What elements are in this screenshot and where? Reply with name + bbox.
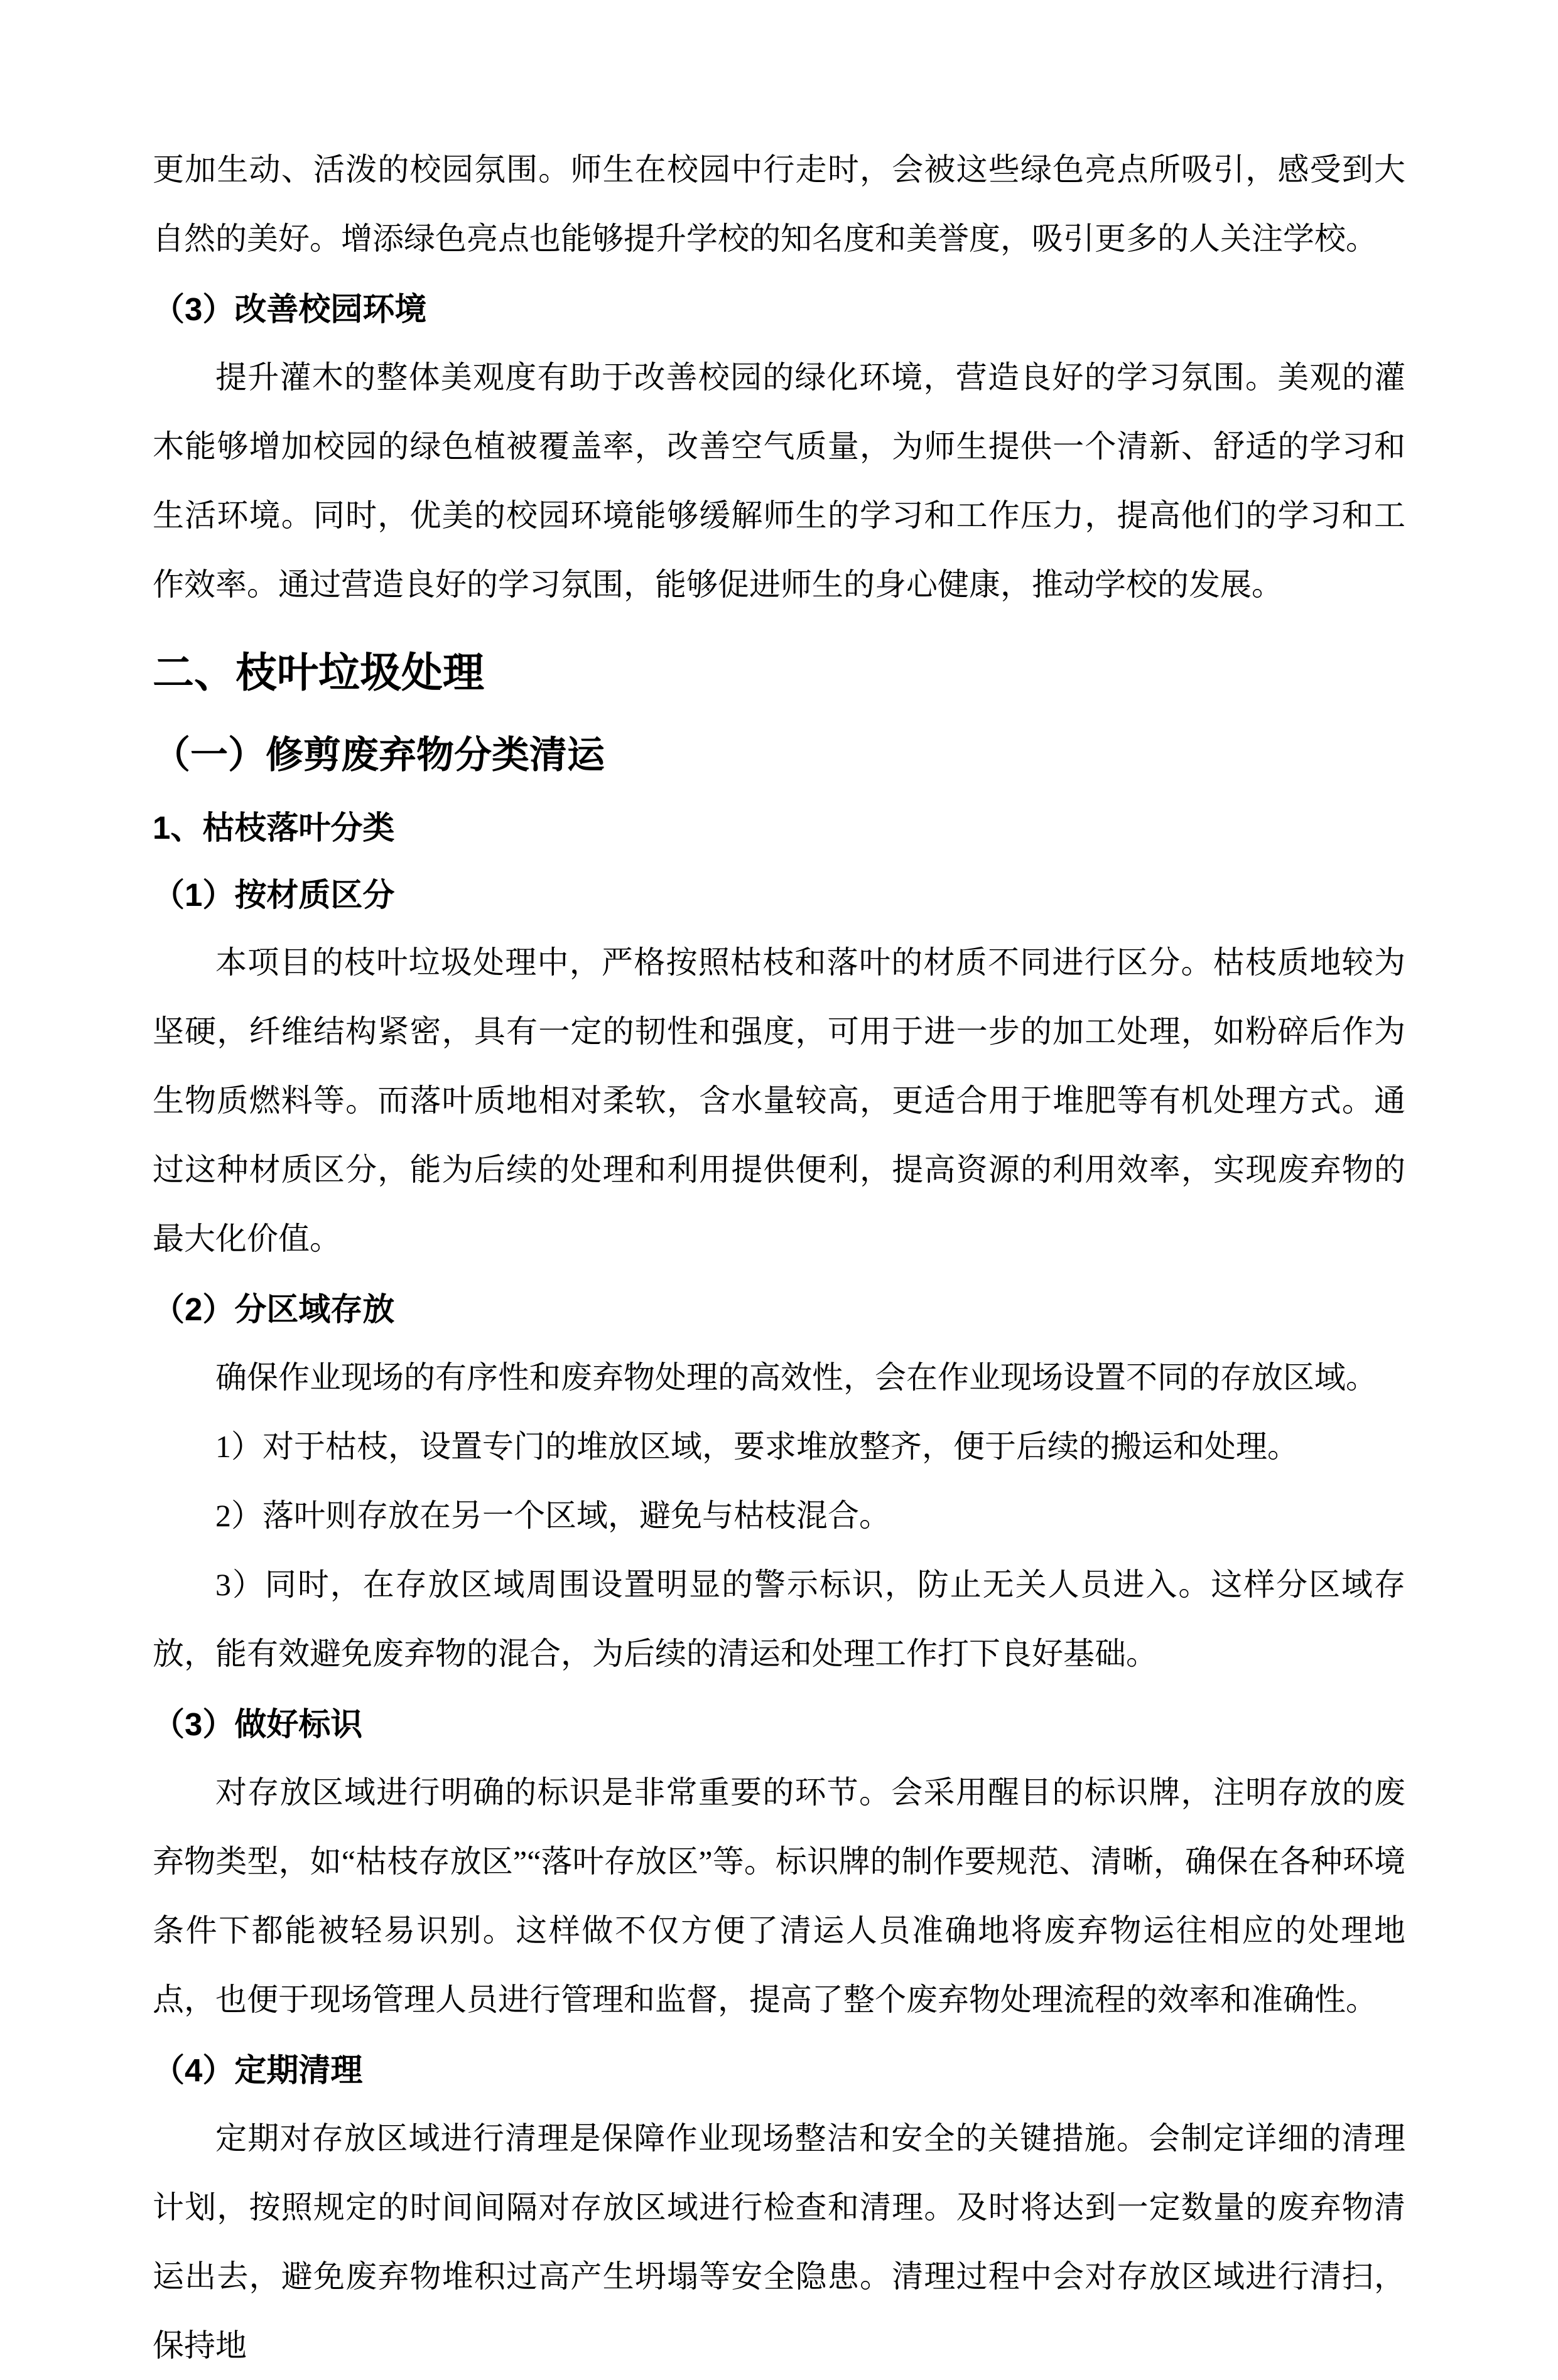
heading-zoned-storage: （2）分区域存放 [153,1291,395,1328]
paragraph-zoned-storage-intro: 确保作业现场的有序性和废弃物处理的高效性，会在作业现场设置不同的存放区域。 [215,1360,1377,1396]
heading-pruning-waste-sorting-transport: （一）修剪废弃物分类清运 [153,733,605,776]
heading-distinguish-by-material: （1）按材质区分 [153,876,395,913]
list-item-leaf-zone: 2）落叶则存放在另一个区域，避免与枯枝混合。 [215,1498,890,1534]
heading-proper-labeling: （3）做好标识 [153,1706,363,1743]
list-item-deadwood-zone: 1）对于枯枝，设置专门的堆放区域，要求堆放整齐，便于后续的搬运和处理。 [215,1429,1299,1465]
heading-improve-campus-environment: （3）改善校园环境 [153,291,427,327]
paragraph-proper-labeling: 对存放区域进行明确的标识是非常重要的环节。会采用醒目的标识牌，注明存放的废弃物类型，如“枯枝存放区”“落叶存放区”等。标识牌的制作要规范、清晰，确保在各种环境条件下都能被轻易识别。这样做不仅方便了清运人员准确地将废弃物运往相应的处理地点，也便于现场管理人员进行管理和监督，提高了整个废弃物处理流程的效率和准确性。 [153,1775,1405,2018]
paragraph-continuation: 更加生动、活泼的校园氛围。师生在校园中行走时，会被这些绿色亮点所吸引，感受到大自然的美好。增添绿色亮点也能够提升学校的知名度和美誉度，吸引更多的人关注学校。 [153,152,1405,256]
heading-deadwood-fallen-leaf-classification: 1、枯枝落叶分类 [153,809,395,846]
heading-regular-cleanup: （4）定期清理 [153,2052,363,2089]
paragraph-distinguish-by-material: 本项目的枝叶垃圾处理中，严格按照枯枝和落叶的材质不同进行区分。枯枝质地较为坚硬，纤维结构紧密，具有一定的韧性和强度，可用于进一步的加工处理，如粉碎后作为生物质燃料等。而落叶质地相对柔软，含水量较高，更适合用于堆肥等有机处理方式。通过这种材质区分，能为后续的处理和利用提供便利，提高资源的利用效率，实现废弃物的最大化价值。 [153,945,1405,1257]
paragraph-improve-campus-environment: 提升灌木的整体美观度有助于改善校园的绿化环境，营造良好的学习氛围。美观的灌木能够增加校园的绿色植被覆盖率，改善空气质量，为师生提供一个清新、舒适的学习和生活环境。同时，优美的校园环境能够缓解师生的学习和工作压力，提高他们的学习和工作效率。通过营造良好的学习氛围，能够促进师生的身心健康，推动学校的发展。 [153,359,1405,602]
heading-section-branch-leaf-waste: 二、枝叶垃圾处理 [153,649,484,696]
list-item-warning-signs: 3）同时，在存放区域周围设置明显的警示标识，防止无关人员进入。这样分区域存放，能有效避免废弃物的混合，为后续的清运和处理工作打下良好基础。 [153,1567,1405,1672]
paragraph-regular-cleanup: 定期对存放区域进行清理是保障作业现场整洁和安全的关键措施。会制定详细的清理计划，按照规定的时间间隔对存放区域进行检查和清理。及时将达到一定数量的废弃物清运出去，避免废弃物堆积过高产生坍塌等安全隐患。清理过程中会对存放区域进行清扫，保持地 [153,2121,1405,2364]
